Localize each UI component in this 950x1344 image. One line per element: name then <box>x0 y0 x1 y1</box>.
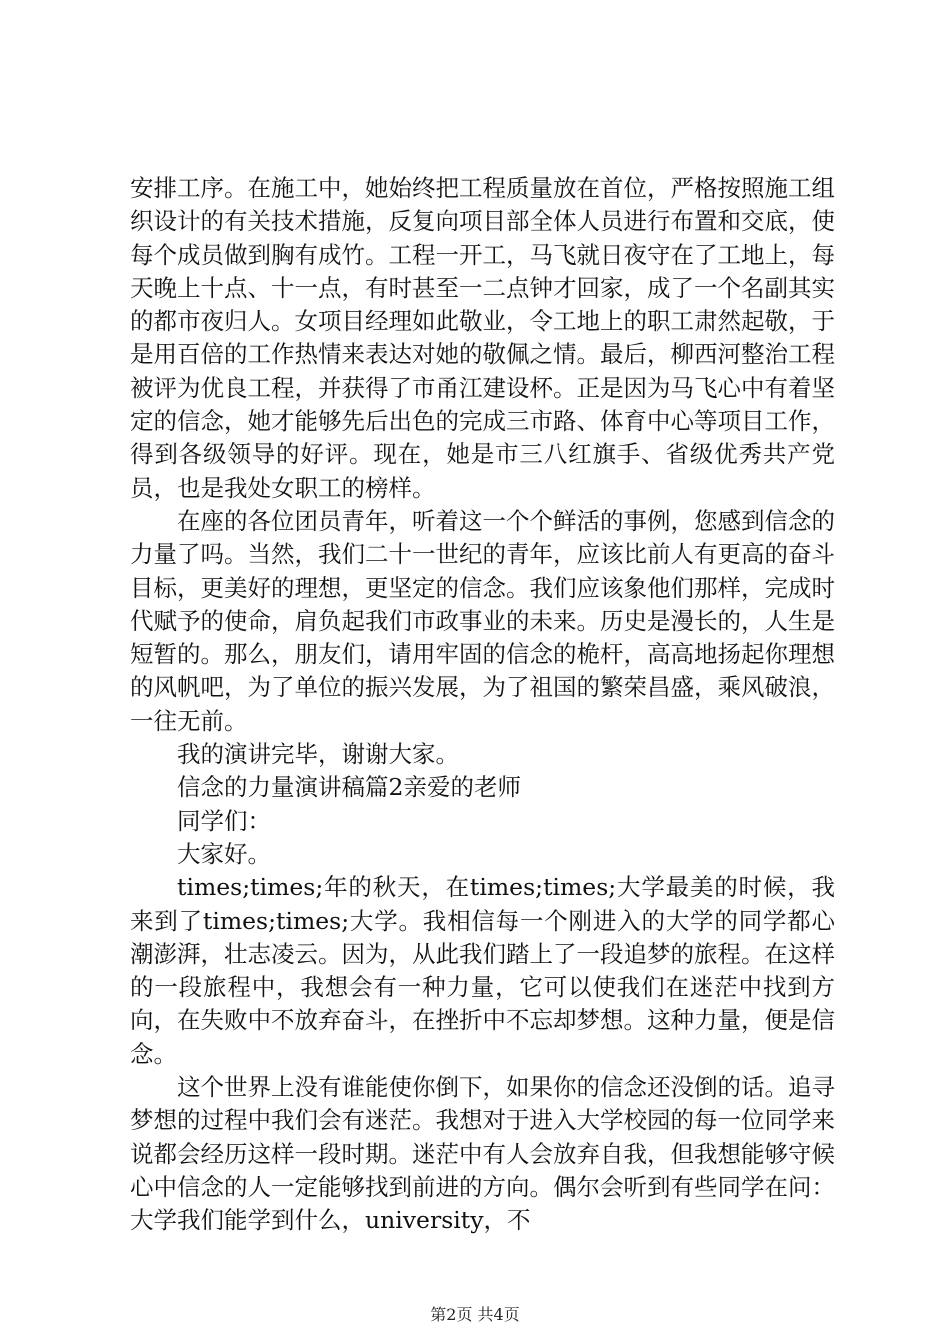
paragraph-2: 在座的各位团员青年，听着这一个个鲜活的事例，您感到信念的力量了吗。当然，我们二十一世纪的青年，应该比前人有更高的奋斗目标，更美好的理想，更坚定的信念。我们应该象他们那样，完成时代赋予的使命，肩负起我们市政事业的未来。历史是漫长的，人生是短暂的。那么，朋友们，请用牢固的信念的桅杆，高高地扬起你理想的风帆吧，为了单位的振兴发展，为了祖国的繁荣昌盛，乘风破浪，一往无前。 <box>130 506 835 735</box>
paragraph-8: 这个世界上没有谁能使你倒下，如果你的信念还没倒的话。追寻梦想的过程中我们会有迷茫。我想对于进入大学校园的每一位同学来说都会经历这样一段时期。迷茫中有人会放弃自我，但我想能够守候心中信念的人一定能够找到前进的方向。偶尔会听到有些同学在问：大学我们能学到什么，university，不 <box>130 1073 835 1235</box>
paragraph-6: 大家好。 <box>177 839 271 868</box>
paragraph-1: 安排工序。在施工中，她始终把工程质量放在首位，严格按照施工组织设计的有关技术措施，反复向项目部全体人员进行布置和交底，使每个成员做到胸有成竹。工程一开工，马飞就日夜守在了工地上，每天晚上十点、十一点，有时甚至一二点钟才回家，成了一个名副其实的都市夜归人。女项目经理如此敬业，令工地上的职工肃然起敬，于是用百倍的工作热情来表达对她的敬佩之情。最后，柳西河整治工程被评为优良工程，并获得了市甬江建设杯。正是因为马飞心中有着坚定的信念，她才能够先后出色的完成三市路、体育中心等项目工作，得到各级领导的好评。现在，她是市三八红旗手、省级优秀共产党员，也是我处女职工的榜样。 <box>130 174 835 502</box>
paragraph-7: times;times;年的秋天，在times;times;大学最美的时候，我来到了times;times;大学。我相信每一个刚进入的大学的同学都心潮澎湃，壮志凌云。因为，从此我们踏上了一段追梦的旅程。在这样的一段旅程中，我想会有一种力量，它可以使我们在迷茫中找到方向，在失败中不放弃奋斗，在挫折中不忘却梦想。这种力量，便是信念。 <box>130 873 835 1068</box>
paragraph-5: 同学们： <box>177 806 271 835</box>
paragraph-3: 我的演讲完毕，谢谢大家。 <box>177 740 459 769</box>
page-footer: 第2页 共4页 <box>430 1305 520 1324</box>
paragraph-4: 信念的力量演讲稿篇2亲爱的老师 <box>177 773 521 802</box>
document-body <box>130 172 835 1238</box>
